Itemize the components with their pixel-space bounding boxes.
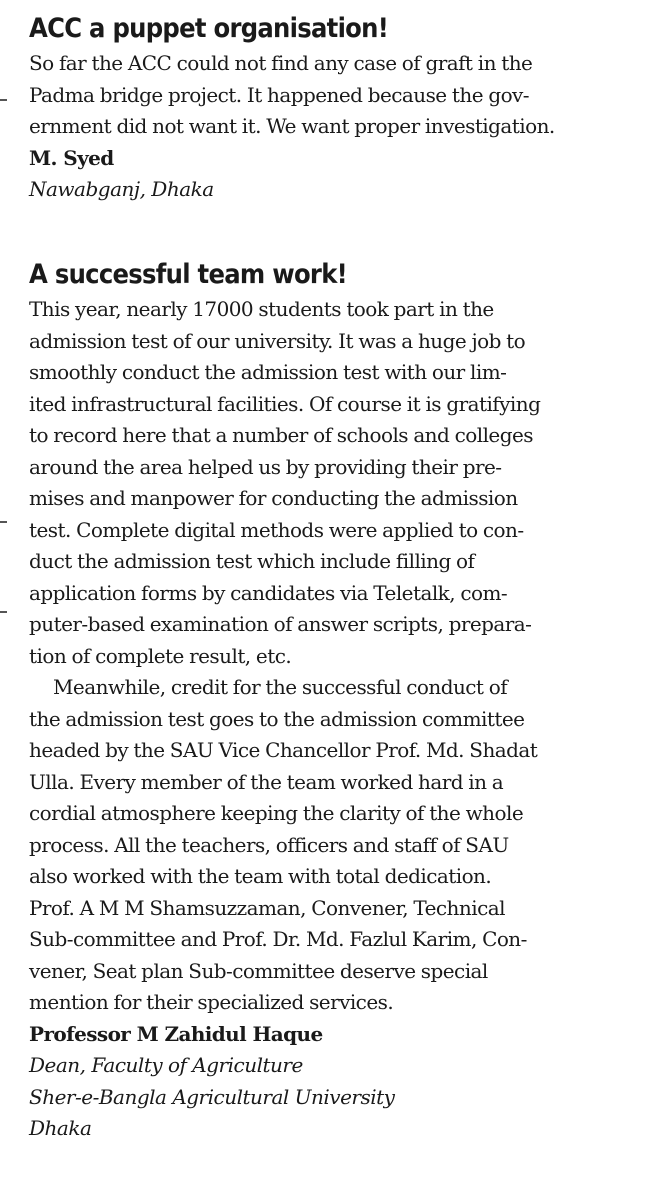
letter-paragraph-2 (29, 672, 624, 1019)
letter-acc-puppet (29, 10, 624, 206)
body-line: vener, Seat plan Sub-committee deserve special (29, 958, 488, 983)
letter-paragraph-1 (29, 294, 624, 672)
letter-headline: A successful team work! (29, 259, 347, 290)
letter-headline: ACC a puppet organisation! (29, 13, 389, 44)
body-line: ernment did not want it. We want proper investigation. (29, 114, 555, 138)
body-line: smoothly conduct the admission test with our lim- (29, 360, 507, 384)
letter-team-work (29, 256, 624, 1145)
body-line: Meanwhile, credit for the successful conduct of (53, 675, 508, 699)
body-line: cordial atmosphere keeping the clarity of the whole (29, 801, 524, 825)
body-line: Padma bridge project. It happened because the gov- (29, 82, 530, 107)
author-city: Dhaka (29, 1116, 92, 1140)
body-line: Ulla. Every member of the team worked hard in a (29, 769, 504, 794)
body-line: test. Complete digital methods were applied to con- (29, 517, 524, 542)
body-line: to record here that a number of schools and colleges (29, 423, 533, 447)
body-line: the admission test goes to the admission committee (29, 706, 525, 731)
body-line: Prof. A M M Shamsuzzaman, Convener, Technical (29, 895, 505, 920)
body-line: ited infrastructural facilities. Of course it is gratifying (29, 391, 541, 416)
body-line: headed by the SAU Vice Chancellor Prof. Md. Shadat (29, 738, 538, 762)
gutter-mark (0, 99, 7, 101)
author-title: Dean, Faculty of Agriculture (29, 1053, 303, 1077)
body-line: duct the admission test which include filling of (29, 549, 475, 573)
body-line: This year, nearly 17000 students took part in the (29, 297, 494, 321)
gutter-mark (0, 521, 7, 523)
letter-author: Professor M Zahidul Haque (29, 1021, 323, 1046)
body-line: around the area helped us by providing their pre- (29, 454, 502, 479)
author-institution: Sher-e-Bangla Agricultural University (29, 1084, 395, 1109)
body-line: So far the ACC could not find any case of graft in the (29, 51, 533, 75)
body-line: also worked with the team with total dedication. (29, 864, 492, 888)
body-line: application forms by candidates via Teletalk, com- (29, 580, 508, 605)
gutter-mark (0, 611, 7, 613)
body-line: process. All the teachers, officers and staff of SAU (29, 832, 509, 857)
letter-body (29, 48, 624, 143)
body-line: mises and manpower for conducting the admission (29, 486, 518, 510)
body-line: Sub-committee and Prof. Dr. Md. Fazlul Karim, Con- (29, 927, 527, 951)
body-line: tion of complete result, etc. (29, 643, 292, 668)
letter-author: M. Syed (29, 145, 114, 170)
body-line: mention for their specialized services. (29, 990, 394, 1014)
body-line: admission test of our university. It was a huge job to (29, 328, 526, 353)
letter-location: Nawabganj, Dhaka (29, 177, 214, 201)
body-line: puter-based examination of answer scripts, prepara- (29, 612, 532, 636)
